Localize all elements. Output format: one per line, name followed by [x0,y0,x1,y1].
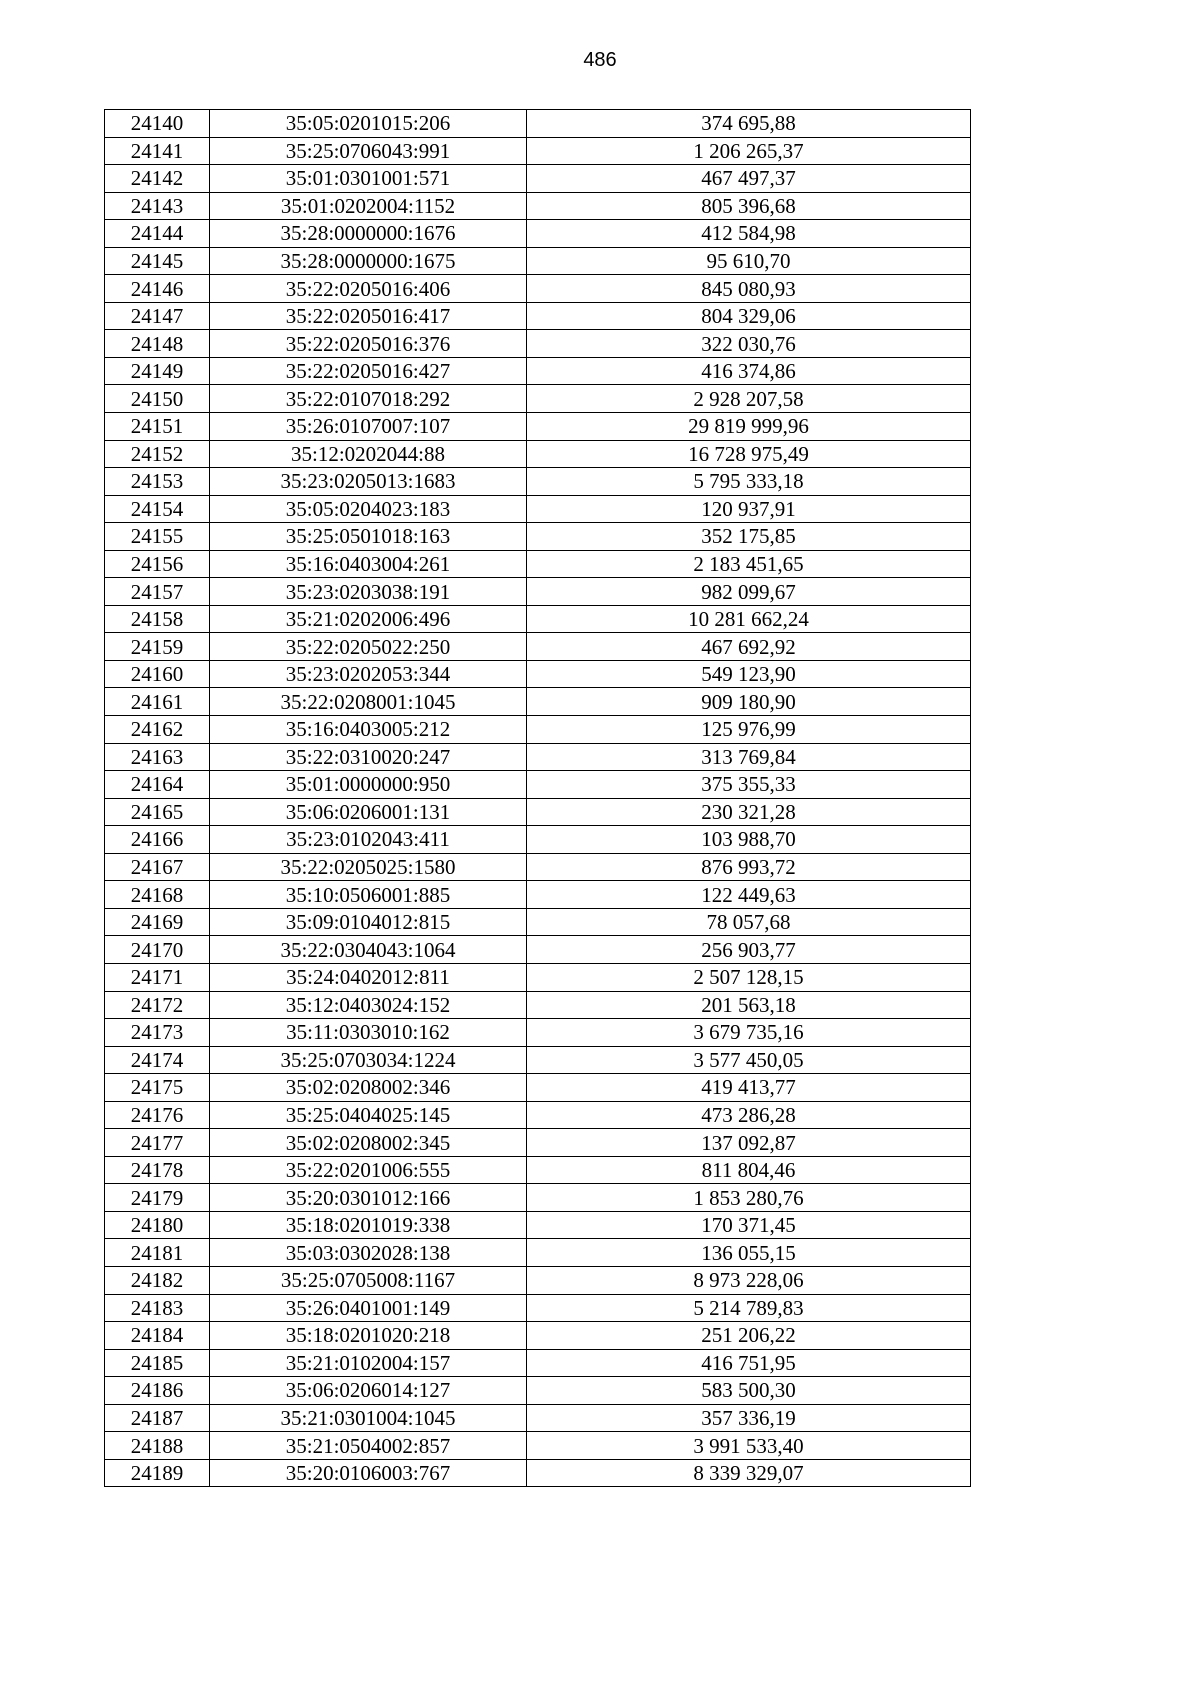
value-cell: 201 563,18 [527,991,971,1019]
cadastral-number-cell: 35:16:0403004:261 [210,550,527,578]
cadastral-number-cell: 35:22:0201006:555 [210,1156,527,1184]
table-row [105,1019,971,1047]
value-cell: 322 030,76 [527,330,971,358]
table-row [105,192,971,220]
row-number-cell: 24167 [105,853,210,881]
table-row [105,468,971,496]
value-cell: 2 507 128,15 [527,963,971,991]
table-row [105,220,971,248]
row-number-cell: 24140 [105,110,210,138]
row-number-cell: 24180 [105,1211,210,1239]
cadastral-number-cell: 35:22:0310020:247 [210,743,527,771]
row-number-cell: 24188 [105,1432,210,1460]
value-cell: 16 728 975,49 [527,440,971,468]
row-number-cell: 24182 [105,1266,210,1294]
value-cell: 120 937,91 [527,495,971,523]
cadastral-number-cell: 35:22:0205022:250 [210,633,527,661]
row-number-cell: 24166 [105,826,210,854]
row-number-cell: 24153 [105,468,210,496]
row-number-cell: 24179 [105,1184,210,1212]
value-cell: 467 692,92 [527,633,971,661]
cadastral-number-cell: 35:25:0705008:1167 [210,1266,527,1294]
value-cell: 313 769,84 [527,743,971,771]
row-number-cell: 24174 [105,1046,210,1074]
table-row [105,1101,971,1129]
table-row [105,1211,971,1239]
row-number-cell: 24156 [105,550,210,578]
cadastral-number-cell: 35:18:0201019:338 [210,1211,527,1239]
value-cell: 805 396,68 [527,192,971,220]
row-number-cell: 24141 [105,137,210,165]
value-cell: 375 355,33 [527,771,971,799]
value-cell: 137 092,87 [527,1129,971,1157]
value-cell: 811 804,46 [527,1156,971,1184]
row-number-cell: 24178 [105,1156,210,1184]
value-cell: 230 321,28 [527,798,971,826]
row-number-cell: 24160 [105,660,210,688]
value-cell: 549 123,90 [527,660,971,688]
table-row [105,688,971,716]
table-row [105,1349,971,1377]
row-number-cell: 24185 [105,1349,210,1377]
table-row [105,330,971,358]
value-cell: 256 903,77 [527,936,971,964]
value-cell: 982 099,67 [527,578,971,606]
table-row [105,275,971,303]
cadastral-number-cell: 35:23:0205013:1683 [210,468,527,496]
cadastral-number-cell: 35:01:0000000:950 [210,771,527,799]
cadastral-number-cell: 35:25:0501018:163 [210,523,527,551]
cadastral-number-cell: 35:11:0303010:162 [210,1019,527,1047]
row-number-cell: 24147 [105,302,210,330]
value-cell: 416 374,86 [527,357,971,385]
value-cell: 473 286,28 [527,1101,971,1129]
table-row [105,357,971,385]
row-number-cell: 24165 [105,798,210,826]
cadastral-number-cell: 35:06:0206014:127 [210,1377,527,1405]
cadastral-number-cell: 35:26:0401001:149 [210,1294,527,1322]
table-row [105,1129,971,1157]
cadastral-number-cell: 35:20:0301012:166 [210,1184,527,1212]
row-number-cell: 24159 [105,633,210,661]
row-number-cell: 24144 [105,220,210,248]
cadastral-number-cell: 35:25:0706043:991 [210,137,527,165]
table-row [105,302,971,330]
cadastral-number-cell: 35:22:0107018:292 [210,385,527,413]
table-row [105,826,971,854]
row-number-cell: 24155 [105,523,210,551]
cadastral-number-cell: 35:03:0302028:138 [210,1239,527,1267]
cadastral-number-cell: 35:10:0506001:885 [210,881,527,909]
table-row [105,1074,971,1102]
row-number-cell: 24181 [105,1239,210,1267]
page-number: 486 [583,49,617,71]
value-cell: 2 183 451,65 [527,550,971,578]
row-number-cell: 24175 [105,1074,210,1102]
value-cell: 251 206,22 [527,1322,971,1350]
value-cell: 909 180,90 [527,688,971,716]
table-row [105,991,971,1019]
table-row [105,137,971,165]
value-cell: 103 988,70 [527,826,971,854]
table-row [105,1322,971,1350]
table-row [105,550,971,578]
cadastral-number-cell: 35:25:0404025:145 [210,1101,527,1129]
table-row [105,247,971,275]
row-number-cell: 24187 [105,1404,210,1432]
table-row [105,495,971,523]
cadastral-number-cell: 35:05:0201015:206 [210,110,527,138]
value-cell: 412 584,98 [527,220,971,248]
row-number-cell: 24177 [105,1129,210,1157]
table-row [105,1239,971,1267]
value-cell: 419 413,77 [527,1074,971,1102]
row-number-cell: 24157 [105,578,210,606]
value-cell: 122 449,63 [527,881,971,909]
row-number-cell: 24164 [105,771,210,799]
value-cell: 95 610,70 [527,247,971,275]
cadastral-number-cell: 35:09:0104012:815 [210,908,527,936]
row-number-cell: 24172 [105,991,210,1019]
value-cell: 467 497,37 [527,165,971,193]
table-row [105,413,971,441]
value-cell: 78 057,68 [527,908,971,936]
cadastral-number-cell: 35:18:0201020:218 [210,1322,527,1350]
cadastral-number-cell: 35:01:0202004:1152 [210,192,527,220]
table-row [105,1046,971,1074]
row-number-cell: 24145 [105,247,210,275]
value-cell: 29 819 999,96 [527,413,971,441]
table-row [105,660,971,688]
cadastral-number-cell: 35:23:0202053:344 [210,660,527,688]
cadastral-number-cell: 35:05:0204023:183 [210,495,527,523]
row-number-cell: 24169 [105,908,210,936]
cadastral-number-cell: 35:21:0202006:496 [210,605,527,633]
value-cell: 170 371,45 [527,1211,971,1239]
cadastral-number-cell: 35:21:0102004:157 [210,1349,527,1377]
value-cell: 8 339 329,07 [527,1459,971,1487]
table-row [105,385,971,413]
table-row [105,798,971,826]
table-row [105,165,971,193]
cadastral-number-cell: 35:24:0402012:811 [210,963,527,991]
cadastral-number-cell: 35:28:0000000:1675 [210,247,527,275]
cadastral-number-cell: 35:22:0205016:427 [210,357,527,385]
value-cell: 125 976,99 [527,716,971,744]
table-row [105,936,971,964]
row-number-cell: 24163 [105,743,210,771]
row-number-cell: 24152 [105,440,210,468]
row-number-cell: 24143 [105,192,210,220]
row-number-cell: 24173 [105,1019,210,1047]
cadastral-number-cell: 35:22:0205016:376 [210,330,527,358]
cadastral-number-cell: 35:22:0205016:417 [210,302,527,330]
row-number-cell: 24183 [105,1294,210,1322]
value-cell: 136 055,15 [527,1239,971,1267]
table-row [105,578,971,606]
cadastral-number-cell: 35:01:0301001:571 [210,165,527,193]
row-number-cell: 24189 [105,1459,210,1487]
value-cell: 357 336,19 [527,1404,971,1432]
cadastral-number-cell: 35:23:0203038:191 [210,578,527,606]
cadastral-number-cell: 35:02:0208002:346 [210,1074,527,1102]
row-number-cell: 24184 [105,1322,210,1350]
value-cell: 1 206 265,37 [527,137,971,165]
cadastral-number-cell: 35:22:0304043:1064 [210,936,527,964]
table-row [105,1294,971,1322]
row-number-cell: 24158 [105,605,210,633]
value-cell: 10 281 662,24 [527,605,971,633]
value-cell: 416 751,95 [527,1349,971,1377]
value-cell: 3 991 533,40 [527,1432,971,1460]
cadastral-number-cell: 35:22:0205025:1580 [210,853,527,881]
table-row [105,523,971,551]
value-cell: 2 928 207,58 [527,385,971,413]
table-row [105,1432,971,1460]
value-cell: 804 329,06 [527,302,971,330]
table-row [105,1404,971,1432]
cadastral-number-cell: 35:12:0202044:88 [210,440,527,468]
table-row [105,440,971,468]
cadastral-number-cell: 35:20:0106003:767 [210,1459,527,1487]
row-number-cell: 24149 [105,357,210,385]
value-cell: 845 080,93 [527,275,971,303]
row-number-cell: 24146 [105,275,210,303]
row-number-cell: 24176 [105,1101,210,1129]
table-row [105,853,971,881]
value-cell: 3 679 735,16 [527,1019,971,1047]
cadastral-number-cell: 35:25:0703034:1224 [210,1046,527,1074]
row-number-cell: 24171 [105,963,210,991]
value-cell: 374 695,88 [527,110,971,138]
table-row [105,1459,971,1487]
table-row [105,716,971,744]
value-cell: 3 577 450,05 [527,1046,971,1074]
row-number-cell: 24162 [105,716,210,744]
value-cell: 1 853 280,76 [527,1184,971,1212]
row-number-cell: 24151 [105,413,210,441]
cadastral-number-cell: 35:22:0205016:406 [210,275,527,303]
table-row [105,633,971,661]
cadastral-number-cell: 35:28:0000000:1676 [210,220,527,248]
value-cell: 5 795 333,18 [527,468,971,496]
table-row [105,771,971,799]
table-row [105,1266,971,1294]
row-number-cell: 24148 [105,330,210,358]
cadastral-number-cell: 35:02:0208002:345 [210,1129,527,1157]
row-number-cell: 24150 [105,385,210,413]
row-number-cell: 24154 [105,495,210,523]
table-row [105,963,971,991]
table-row [105,1184,971,1212]
value-cell: 8 973 228,06 [527,1266,971,1294]
row-number-cell: 24186 [105,1377,210,1405]
cadastral-number-cell: 35:23:0102043:411 [210,826,527,854]
table-row [105,110,971,138]
value-cell: 583 500,30 [527,1377,971,1405]
data-table [104,109,971,1487]
value-cell: 876 993,72 [527,853,971,881]
row-number-cell: 24168 [105,881,210,909]
row-number-cell: 24170 [105,936,210,964]
cadastral-number-cell: 35:06:0206001:131 [210,798,527,826]
cadastral-number-cell: 35:16:0403005:212 [210,716,527,744]
cadastral-number-cell: 35:26:0107007:107 [210,413,527,441]
cadastral-number-cell: 35:22:0208001:1045 [210,688,527,716]
table-body [105,110,971,1487]
cadastral-number-cell: 35:21:0504002:857 [210,1432,527,1460]
table-row [105,881,971,909]
table-row [105,908,971,936]
row-number-cell: 24142 [105,165,210,193]
value-cell: 352 175,85 [527,523,971,551]
row-number-cell: 24161 [105,688,210,716]
value-cell: 5 214 789,83 [527,1294,971,1322]
table-row [105,743,971,771]
table-row [105,1377,971,1405]
table-row [105,1156,971,1184]
cadastral-number-cell: 35:12:0403024:152 [210,991,527,1019]
table-row [105,605,971,633]
cadastral-number-cell: 35:21:0301004:1045 [210,1404,527,1432]
